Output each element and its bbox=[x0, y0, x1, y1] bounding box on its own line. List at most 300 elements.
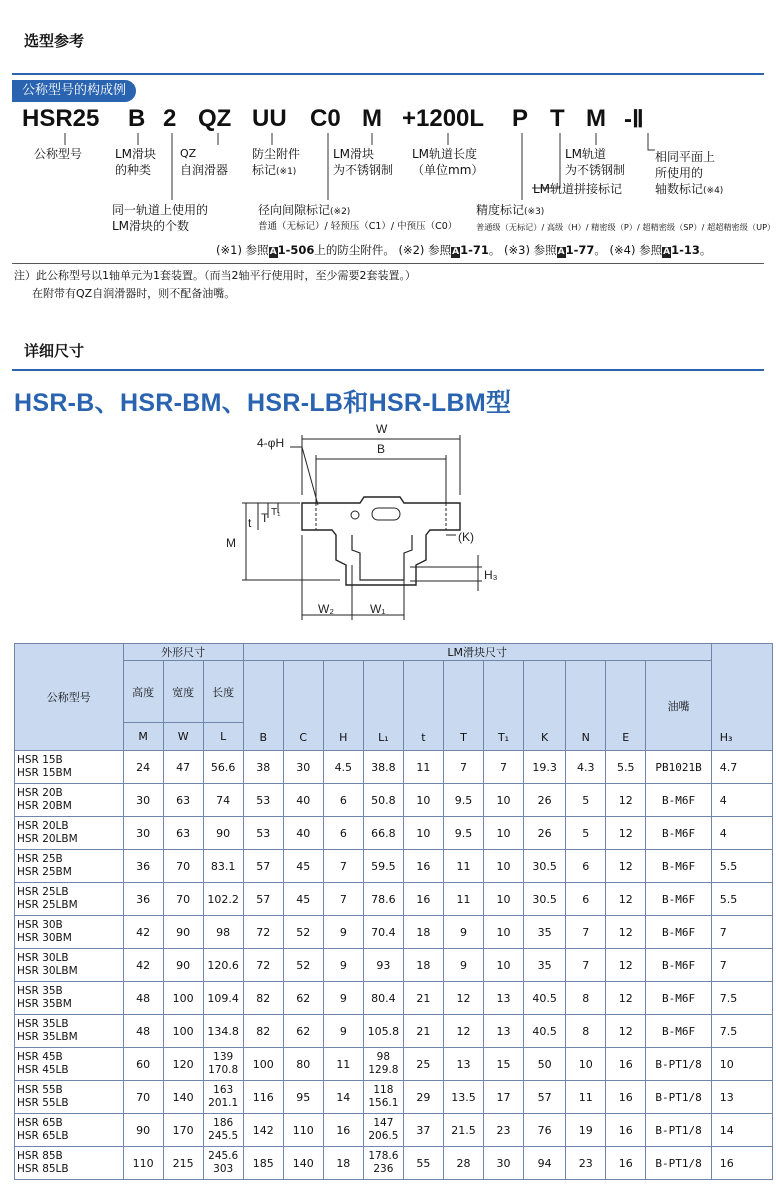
cell-l1 bbox=[363, 784, 403, 817]
cell-l-value: 120.6 bbox=[207, 958, 239, 972]
cell-h3-value: 14 bbox=[719, 1123, 734, 1137]
cell-e-value: 12 bbox=[618, 958, 633, 972]
cell-l1-value: 66.8 bbox=[371, 826, 396, 840]
drawing-label-w1: W₁ bbox=[370, 602, 386, 616]
row-name-1: HSR 35LB bbox=[17, 1018, 69, 1030]
cell-k-value: 26 bbox=[537, 826, 552, 840]
cell-t-cap bbox=[443, 1081, 483, 1114]
label-dust-note: (※1) bbox=[276, 167, 297, 177]
cell-t bbox=[403, 982, 443, 1015]
cell-e-value: 16 bbox=[618, 1057, 633, 1071]
cell-t-value: 11 bbox=[416, 760, 431, 774]
cell-k bbox=[524, 817, 566, 850]
cell-h bbox=[323, 883, 363, 916]
table-row bbox=[15, 817, 773, 850]
cell-e bbox=[606, 883, 646, 916]
cell-t-value: 37 bbox=[416, 1123, 431, 1137]
cell-t bbox=[403, 916, 443, 949]
drawing-label-b: B bbox=[377, 442, 386, 456]
cell-l1-value-2: 206.5 bbox=[368, 1130, 399, 1142]
cell-nominal bbox=[15, 1015, 124, 1048]
cell-h bbox=[323, 784, 363, 817]
cell-h-value: 4.5 bbox=[334, 760, 353, 774]
cell-k bbox=[524, 1147, 566, 1180]
label-clearance-note: (※2) bbox=[330, 207, 351, 217]
code-part-2: 2 bbox=[163, 105, 177, 132]
cell-w bbox=[163, 949, 203, 982]
ref-1-page: 1-506 bbox=[277, 243, 315, 257]
label-joint: LM轨道拼接标记 bbox=[533, 182, 623, 196]
cell-b bbox=[243, 1048, 283, 1081]
row-name-2: HSR 30LBM bbox=[17, 965, 78, 977]
cell-w-value: 90 bbox=[176, 925, 191, 939]
cell-l bbox=[203, 916, 243, 949]
cell-k-value: 19.3 bbox=[532, 760, 557, 774]
cell-n-value: 5 bbox=[582, 793, 590, 807]
cell-m-value: 48 bbox=[136, 991, 151, 1005]
cell-h-value: 9 bbox=[339, 1024, 347, 1038]
cell-t-cap bbox=[443, 1048, 483, 1081]
cell-t1-value: 30 bbox=[496, 1156, 511, 1170]
label-count bbox=[112, 202, 208, 234]
cell-t bbox=[403, 850, 443, 883]
cell-m bbox=[123, 850, 163, 883]
cell-oil bbox=[646, 850, 711, 883]
cell-oil bbox=[646, 1114, 711, 1147]
table-row bbox=[15, 850, 773, 883]
cell-w bbox=[163, 1081, 203, 1114]
header-e: E bbox=[606, 661, 646, 751]
cell-nominal bbox=[15, 1048, 124, 1081]
cell-w bbox=[163, 1015, 203, 1048]
cell-t1 bbox=[483, 982, 523, 1015]
cell-b bbox=[243, 850, 283, 883]
cell-n-value: 23 bbox=[578, 1156, 593, 1170]
cell-t-cap-value: 11 bbox=[456, 859, 471, 873]
cell-l1 bbox=[363, 1147, 403, 1180]
code-part-qz: QZ bbox=[198, 105, 232, 132]
cell-b bbox=[243, 949, 283, 982]
cell-w-value: 100 bbox=[172, 1024, 194, 1038]
cell-b bbox=[243, 883, 283, 916]
ref-4-page: 1-13 bbox=[671, 243, 700, 257]
cell-w bbox=[163, 751, 203, 784]
ref-box-a-1: A bbox=[269, 247, 277, 257]
cell-h3 bbox=[711, 1081, 772, 1114]
cell-w bbox=[163, 850, 203, 883]
cell-l bbox=[203, 1081, 243, 1114]
cell-h bbox=[323, 1081, 363, 1114]
table-row bbox=[15, 1048, 773, 1081]
header-n: N bbox=[566, 661, 606, 751]
cell-h3-value: 4.7 bbox=[719, 760, 738, 774]
header-length: 长度 bbox=[203, 661, 243, 723]
row-name-2: HSR 15BM bbox=[17, 767, 72, 779]
table-row bbox=[15, 916, 773, 949]
drawing-label-m: M bbox=[226, 536, 236, 550]
header-width: 宽度 bbox=[163, 661, 203, 723]
cell-b-value: 142 bbox=[252, 1123, 274, 1137]
cell-t-cap-value: 21.5 bbox=[451, 1123, 476, 1137]
cell-k bbox=[524, 916, 566, 949]
header-b: B bbox=[243, 661, 283, 751]
drawing-label-w: W bbox=[376, 422, 388, 436]
cell-h-value: 14 bbox=[336, 1090, 351, 1104]
table-row bbox=[15, 1147, 773, 1180]
cell-l1-value: 93 bbox=[376, 958, 391, 972]
cell-l1-value: 38.8 bbox=[371, 760, 396, 774]
cell-h3 bbox=[711, 883, 772, 916]
cell-n bbox=[566, 817, 606, 850]
cell-m-value: 60 bbox=[136, 1057, 151, 1071]
cell-k bbox=[524, 850, 566, 883]
ref-2-page: 1-71 bbox=[460, 243, 489, 257]
cell-k-value: 30.5 bbox=[532, 859, 557, 873]
cell-l-value: 74 bbox=[216, 793, 231, 807]
cell-h3 bbox=[711, 982, 772, 1015]
section-title-selection: 选型参考 bbox=[24, 32, 85, 50]
ref-4-text: 。 (※4) 参照 bbox=[594, 243, 663, 257]
cell-l bbox=[203, 1147, 243, 1180]
code-part-b: B bbox=[128, 105, 146, 132]
cell-oil-value: B-M6F bbox=[661, 1024, 696, 1038]
cell-c-value: 45 bbox=[296, 892, 311, 906]
row-name-1: HSR 25LB bbox=[17, 886, 69, 898]
header-nominal: 公称型号 bbox=[15, 644, 124, 751]
label-axis-line2: 所使用的 bbox=[655, 166, 704, 180]
cell-m bbox=[123, 784, 163, 817]
cell-t1-value: 15 bbox=[496, 1057, 511, 1071]
table-row bbox=[15, 1081, 773, 1114]
cell-b-value: 72 bbox=[256, 958, 271, 972]
header-height: 高度 bbox=[123, 661, 163, 723]
cell-w bbox=[163, 916, 203, 949]
ref-1-text: (※1) 参照 bbox=[216, 243, 269, 257]
cell-l1-value-2: 236 bbox=[373, 1163, 394, 1175]
code-part-length: +1200L bbox=[402, 105, 485, 132]
cell-n bbox=[566, 916, 606, 949]
cell-h-value: 7 bbox=[339, 892, 347, 906]
cell-l1 bbox=[363, 916, 403, 949]
cell-t bbox=[403, 751, 443, 784]
cell-c bbox=[283, 916, 323, 949]
ref-3-text: 。 (※3) 参照 bbox=[488, 243, 557, 257]
cell-w-value: 100 bbox=[172, 991, 194, 1005]
cell-n bbox=[566, 751, 606, 784]
cell-l1-value: 78.6 bbox=[371, 892, 396, 906]
cell-n bbox=[566, 1081, 606, 1114]
header-t: t bbox=[403, 661, 443, 751]
cell-b-value: 38 bbox=[256, 760, 271, 774]
cell-t-cap bbox=[443, 784, 483, 817]
cell-n-value: 19 bbox=[578, 1123, 593, 1137]
row-name-1: HSR 30B bbox=[17, 919, 63, 931]
cell-n-value: 7 bbox=[582, 958, 590, 972]
cell-k-value: 76 bbox=[537, 1123, 552, 1137]
cell-h3-value: 16 bbox=[719, 1156, 734, 1170]
cell-b bbox=[243, 1147, 283, 1180]
cell-n-value: 6 bbox=[582, 892, 590, 906]
row-name-1: HSR 20LB bbox=[17, 820, 69, 832]
cell-c bbox=[283, 982, 323, 1015]
cell-nominal bbox=[15, 916, 124, 949]
header-oil: 油嘴 bbox=[646, 661, 711, 751]
header-h: H bbox=[323, 661, 363, 751]
cell-h3-value: 13 bbox=[719, 1090, 734, 1104]
cell-oil-value: B-M6F bbox=[661, 958, 696, 972]
label-ss-rail-line1: LM轨道 bbox=[565, 147, 607, 161]
cell-t-value: 29 bbox=[416, 1090, 431, 1104]
cell-w-value: 70 bbox=[176, 892, 191, 906]
cell-m-value: 110 bbox=[132, 1156, 154, 1170]
cell-e-value: 16 bbox=[618, 1156, 633, 1170]
cell-oil bbox=[646, 784, 711, 817]
cell-t-value: 10 bbox=[416, 826, 431, 840]
label-axis-note: (※4) bbox=[703, 186, 724, 196]
row-name-1: HSR 25B bbox=[17, 853, 63, 865]
cell-c-value: 80 bbox=[296, 1057, 311, 1071]
cell-oil bbox=[646, 1147, 711, 1180]
cell-c bbox=[283, 1147, 323, 1180]
cell-w-value: 170 bbox=[172, 1123, 194, 1137]
cell-l bbox=[203, 1114, 243, 1147]
cell-l1-value: 70.4 bbox=[371, 925, 396, 939]
cell-l1-value: 59.5 bbox=[371, 859, 396, 873]
cell-t-cap-value: 9 bbox=[459, 925, 467, 939]
drawing-label-w2: W₂ bbox=[318, 602, 334, 616]
cell-h-value: 18 bbox=[336, 1156, 351, 1170]
cell-nominal bbox=[15, 883, 124, 916]
ref-box-a-3: A bbox=[557, 247, 565, 257]
cell-e bbox=[606, 1048, 646, 1081]
cell-h3 bbox=[711, 850, 772, 883]
cell-b-value: 100 bbox=[252, 1057, 274, 1071]
cell-h3 bbox=[711, 1114, 772, 1147]
cell-h-value: 9 bbox=[339, 958, 347, 972]
code-part-m2: M bbox=[586, 105, 606, 132]
section-rule-2 bbox=[12, 369, 764, 371]
cell-oil-value: B-M6F bbox=[661, 991, 696, 1005]
cell-b bbox=[243, 1114, 283, 1147]
cell-n bbox=[566, 982, 606, 1015]
cell-b-value: 185 bbox=[252, 1156, 274, 1170]
cell-l1 bbox=[363, 949, 403, 982]
cell-l1-value-1: 147 bbox=[373, 1117, 394, 1129]
cell-n bbox=[566, 784, 606, 817]
cell-t1 bbox=[483, 751, 523, 784]
cell-l bbox=[203, 784, 243, 817]
label-axis-line3: 轴数标记 bbox=[655, 182, 704, 196]
cell-h3-value: 7.5 bbox=[719, 1024, 738, 1038]
label-block-type-line1: LM滑块 bbox=[115, 147, 157, 161]
cell-t-cap-value: 9 bbox=[459, 958, 467, 972]
cell-c-value: 62 bbox=[296, 1024, 311, 1038]
cell-t1-value: 10 bbox=[496, 892, 511, 906]
cell-t-cap bbox=[443, 916, 483, 949]
cell-n-value: 8 bbox=[582, 1024, 590, 1038]
cell-t1-value: 7 bbox=[500, 760, 507, 774]
table-row bbox=[15, 883, 773, 916]
cell-t1 bbox=[483, 1015, 523, 1048]
cell-oil bbox=[646, 982, 711, 1015]
cell-c-value: 45 bbox=[296, 859, 311, 873]
cell-e bbox=[606, 982, 646, 1015]
cell-n-value: 8 bbox=[582, 991, 590, 1005]
cell-t1 bbox=[483, 883, 523, 916]
cell-t-cap-value: 13 bbox=[456, 1057, 471, 1071]
row-name-1: HSR 55B bbox=[17, 1084, 63, 1096]
cell-t1-value: 13 bbox=[496, 1024, 511, 1038]
cell-t-cap-value: 13.5 bbox=[451, 1090, 476, 1104]
cell-oil bbox=[646, 916, 711, 949]
header-k: K bbox=[524, 661, 566, 751]
cell-oil bbox=[646, 817, 711, 850]
label-count-line1: 同一轨道上使用的 bbox=[112, 203, 209, 217]
drawing-label-4h: 4-φH bbox=[257, 436, 285, 450]
cell-t1-value: 10 bbox=[496, 793, 511, 807]
drawing-label-t-cap: T bbox=[261, 511, 269, 525]
cell-t-cap-value: 9.5 bbox=[454, 793, 473, 807]
cell-m-value: 36 bbox=[136, 859, 151, 873]
cell-k-value: 26 bbox=[537, 793, 552, 807]
cell-e-value: 12 bbox=[618, 925, 633, 939]
cell-oil-value: B-PT1/8 bbox=[655, 1090, 702, 1104]
cell-k bbox=[524, 784, 566, 817]
cell-l-value: 109.4 bbox=[207, 991, 239, 1005]
cell-c-value: 52 bbox=[296, 958, 311, 972]
row-name-1: HSR 30LB bbox=[17, 952, 69, 964]
cell-n-value: 11 bbox=[578, 1090, 593, 1104]
cell-h3 bbox=[711, 1015, 772, 1048]
table-row bbox=[15, 1114, 773, 1147]
cell-w-value: 63 bbox=[176, 826, 191, 840]
section-title-detail: 详细尺寸 bbox=[24, 342, 85, 360]
label-ss-rail-line2: 为不锈钢制 bbox=[565, 163, 626, 177]
code-part-t: T bbox=[550, 105, 565, 132]
cell-e-value: 5.5 bbox=[617, 760, 635, 774]
cell-t1 bbox=[483, 916, 523, 949]
cell-l1 bbox=[363, 751, 403, 784]
label-qz-line1: QZ bbox=[180, 147, 197, 160]
cell-t1 bbox=[483, 784, 523, 817]
cell-oil bbox=[646, 1081, 711, 1114]
cell-l bbox=[203, 850, 243, 883]
cell-l1 bbox=[363, 1081, 403, 1114]
cell-n-value: 7 bbox=[582, 925, 590, 939]
cell-e-value: 16 bbox=[618, 1123, 633, 1137]
cell-l bbox=[203, 949, 243, 982]
cell-m-value: 24 bbox=[136, 760, 151, 774]
cell-w bbox=[163, 784, 203, 817]
cell-l-value-2: 303 bbox=[213, 1163, 234, 1175]
cell-h-value: 11 bbox=[336, 1057, 351, 1071]
cell-c-value: 62 bbox=[296, 991, 311, 1005]
cell-l-value-1: 139 bbox=[213, 1051, 234, 1063]
cell-t-cap-value: 28 bbox=[456, 1156, 471, 1170]
cell-b bbox=[243, 784, 283, 817]
cell-t-value: 21 bbox=[416, 1024, 431, 1038]
cell-k-value: 30.5 bbox=[532, 892, 557, 906]
cell-l-value: 90 bbox=[216, 826, 231, 840]
cell-t bbox=[403, 1114, 443, 1147]
cell-b-value: 57 bbox=[256, 892, 271, 906]
cell-nominal bbox=[15, 1147, 124, 1180]
cell-h bbox=[323, 751, 363, 784]
cell-k bbox=[524, 949, 566, 982]
cell-t bbox=[403, 949, 443, 982]
drawing-label-t: t bbox=[248, 516, 252, 530]
cell-m-value: 48 bbox=[136, 1024, 151, 1038]
cell-b bbox=[243, 751, 283, 784]
label-axis bbox=[655, 149, 723, 199]
cell-b-value: 82 bbox=[256, 1024, 271, 1038]
cell-h bbox=[323, 949, 363, 982]
header-outer: 外形尺寸 bbox=[123, 644, 243, 661]
cell-nominal bbox=[15, 982, 124, 1015]
cell-t-cap bbox=[443, 1114, 483, 1147]
table-row bbox=[15, 982, 773, 1015]
cell-oil-value: B-M6F bbox=[661, 859, 696, 873]
cell-l1 bbox=[363, 1015, 403, 1048]
cell-t bbox=[403, 817, 443, 850]
cell-l bbox=[203, 982, 243, 1015]
cell-nominal bbox=[15, 784, 124, 817]
cell-h bbox=[323, 982, 363, 1015]
cell-l-value-1: 245.6 bbox=[208, 1150, 239, 1162]
cell-h-value: 7 bbox=[339, 859, 347, 873]
cell-h3-value: 5.5 bbox=[719, 859, 738, 873]
ref-4-end: 。 bbox=[699, 243, 712, 257]
cell-t1-value: 17 bbox=[496, 1090, 511, 1104]
cell-n-value: 4.3 bbox=[576, 760, 595, 774]
cell-l1 bbox=[363, 1048, 403, 1081]
note-line-1: 注）此公称型号以1轴单元为1套装置。（而当2轴平行使用时，至少需要2套装置。） bbox=[14, 269, 416, 282]
label-rail-length bbox=[412, 146, 483, 178]
label-count-line2: LM滑块的个数 bbox=[112, 219, 190, 233]
cell-t1-value: 10 bbox=[496, 925, 511, 939]
cell-l1 bbox=[363, 982, 403, 1015]
cell-t-value: 21 bbox=[416, 991, 431, 1005]
cell-m bbox=[123, 883, 163, 916]
cell-k-value: 94 bbox=[537, 1156, 552, 1170]
cell-t1 bbox=[483, 1048, 523, 1081]
cell-h3-value: 10 bbox=[719, 1057, 734, 1071]
row-name-2: HSR 25LBM bbox=[17, 899, 78, 911]
header-t-cap: T bbox=[443, 661, 483, 751]
header-w: W bbox=[163, 723, 203, 751]
cell-k bbox=[524, 1114, 566, 1147]
cell-t1 bbox=[483, 949, 523, 982]
code-part-uu: UU bbox=[252, 105, 287, 132]
label-block-type-line2: 的种类 bbox=[115, 163, 152, 177]
cell-h-value: 9 bbox=[339, 991, 347, 1005]
notes-divider bbox=[12, 263, 764, 264]
row-name-2: HSR 20BM bbox=[17, 800, 72, 812]
cell-t-cap bbox=[443, 850, 483, 883]
row-name-2: HSR 35BM bbox=[17, 998, 72, 1010]
cell-t1 bbox=[483, 1147, 523, 1180]
cell-w bbox=[163, 883, 203, 916]
header-h3: H₃ bbox=[711, 644, 772, 751]
row-name-2: HSR 55LB bbox=[17, 1097, 69, 1109]
cell-e bbox=[606, 850, 646, 883]
cell-k-value: 35 bbox=[537, 925, 552, 939]
cell-h-value: 16 bbox=[336, 1123, 351, 1137]
cell-n bbox=[566, 1048, 606, 1081]
cell-l1 bbox=[363, 850, 403, 883]
cell-c bbox=[283, 751, 323, 784]
cell-n bbox=[566, 883, 606, 916]
